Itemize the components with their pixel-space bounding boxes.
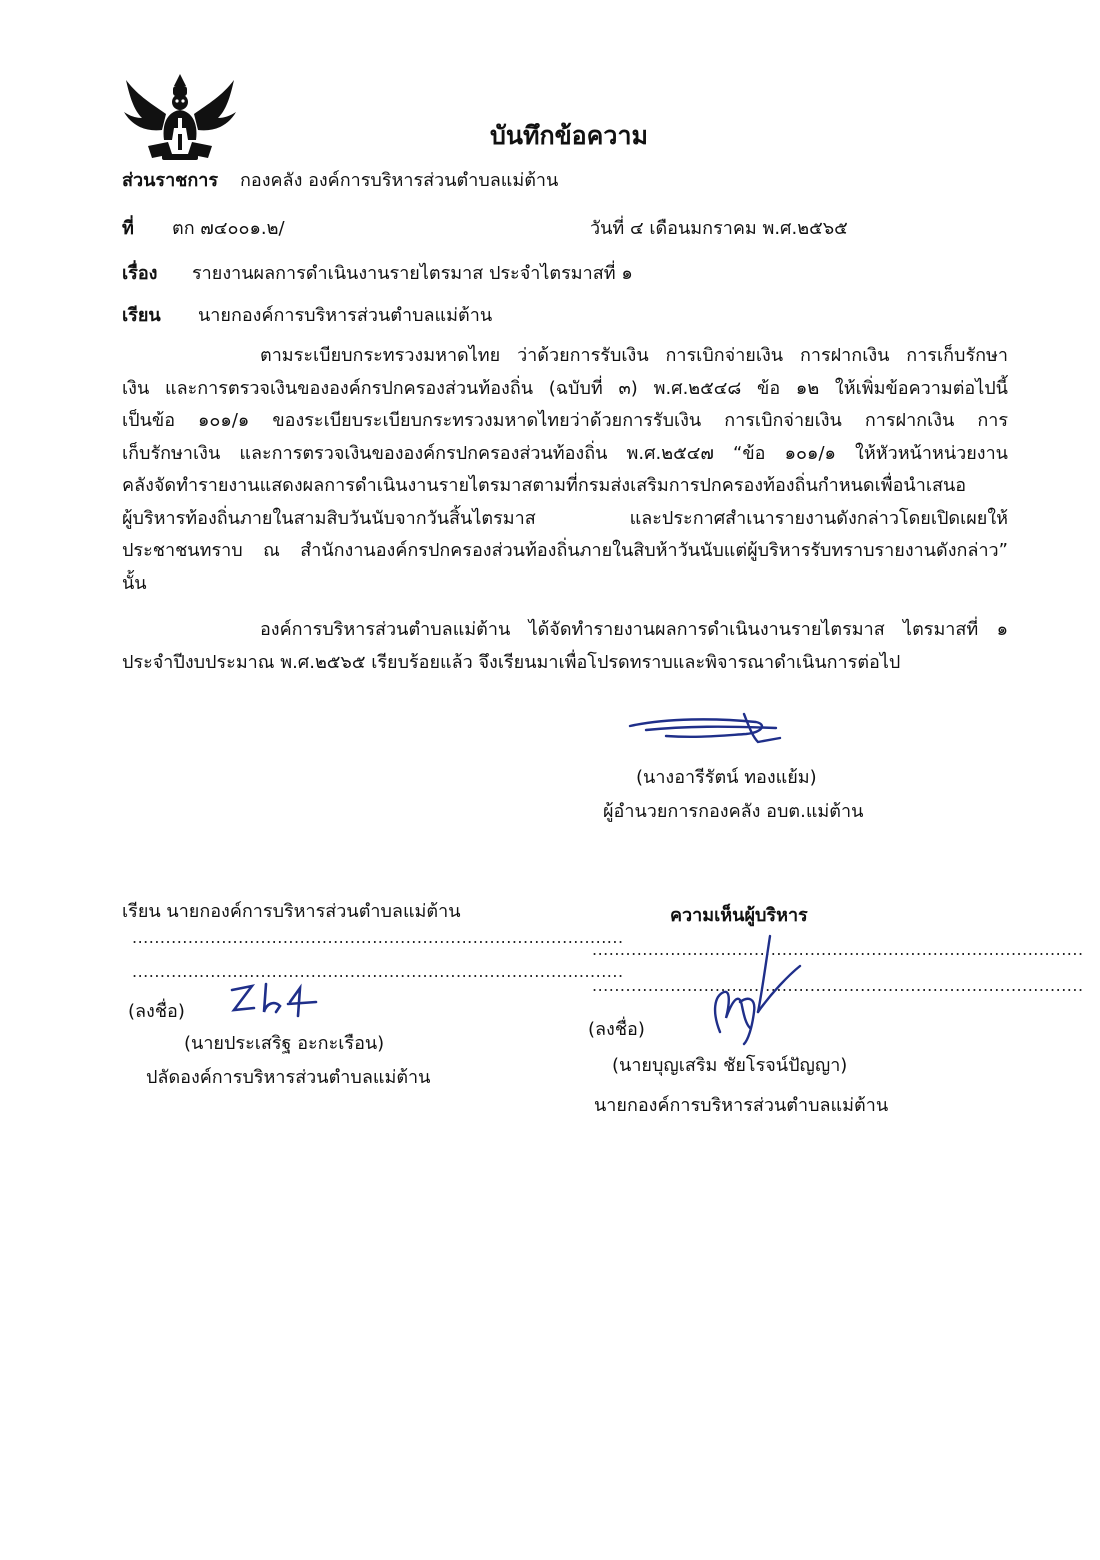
- paragraph-line: คลังจัดทำรายงานแสดงผลการดำเนินงานรายไตรมาสตามที่กรมส่งเสริมการปกครองท้องถิ่นกำหนดเพื่อนำเสนอ: [122, 475, 967, 496]
- left-dotted-line-2: ........................................................................................: [132, 962, 624, 981]
- left-block-recipient: เรียน นายกองค์การบริหารส่วนตำบลแม่ต้าน: [122, 901, 461, 922]
- paragraph-line: เงิน และการตรวจเงินขององค์กรปกครองส่วนท้องถิ่น (ฉบับที่ ๓) พ.ศ.๒๕๔๘ ข้อ ๑๒ ให้เพิ่มข้อความต่อไปนี้: [122, 377, 1008, 399]
- reference-number-value: ตก ๗๔๐๐๑.๒/: [172, 218, 285, 239]
- paragraph-line: ตามระเบียบกระทรวงมหาดไทย ว่าด้วยการรับเงิน การเบิกจ่ายเงิน การฝากเงิน การเก็บรักษา: [260, 345, 1008, 366]
- document-title: บันทึกข้อความ: [490, 121, 648, 150]
- recipient-label: เรียน: [122, 305, 161, 326]
- director-signature: [626, 708, 786, 752]
- executive-opinion-heading: ความเห็นผู้บริหาร: [670, 905, 808, 926]
- reference-number-label: ที่: [122, 218, 134, 239]
- right-dotted-line-2: ........................................................................................: [592, 976, 1084, 995]
- deputy-position: ปลัดองค์การบริหารส่วนตำบลแม่ต้าน: [146, 1067, 431, 1088]
- mayor-position: นายกองค์การบริหารส่วนตำบลแม่ต้าน: [594, 1095, 889, 1116]
- body-paragraph-1: [122, 340, 1008, 600]
- subject-value: รายงานผลการดำเนินงานรายไตรมาส ประจำไตรมาสที่ ๑: [192, 263, 633, 284]
- garuda-emblem-icon: [122, 70, 238, 164]
- subject-label: เรื่อง: [122, 263, 158, 284]
- mayor-name: (นายบุญเสริม ชัยโรจน์ปัญญา): [612, 1055, 848, 1076]
- director-name: (นางอารีรัตน์ ทองแย้ม): [636, 767, 817, 788]
- right-dotted-line-1: ........................................................................................: [592, 940, 1084, 959]
- deputy-signature: [226, 980, 326, 1022]
- paragraph-line: เป็นข้อ ๑๐๑/๑ ของระเบียบระเบียบกระทรวงมหาดไทยว่าด้วยการรับเงิน การเบิกจ่ายเงิน การฝากเงิน การ: [122, 410, 1008, 431]
- paragraph-line: ผู้บริหารท้องถิ่นภายในสามสิบวันนับจากวันสิ้นไตรมาส และประกาศสำเนารายงานดังกล่าวโดยเปิดเผยให้: [122, 507, 1008, 529]
- left-dotted-line-1: ........................................................................................: [132, 928, 624, 947]
- department-label: ส่วนราชการ: [122, 170, 219, 191]
- paragraph-line: ประชาชนทราบ ณ สำนักงานองค์กรปกครองส่วนท้องถิ่นภายในสิบห้าวันนับแต่ผู้บริหารรับทราบรายงานดังกล่าว”: [122, 540, 1008, 561]
- department-value: กองคลัง องค์การบริหารส่วนตำบลแม่ต้าน: [240, 170, 559, 191]
- director-position: ผู้อำนวยการกองคลัง อบต.แม่ต้าน: [603, 801, 864, 822]
- paragraph-line: องค์การบริหารส่วนตำบลแม่ต้าน ได้จัดทำรายงานผลการดำเนินงานรายไตรมาส ไตรมาสที่ ๑: [260, 619, 1008, 640]
- recipient-value: นายกองค์การบริหารส่วนตำบลแม่ต้าน: [198, 305, 493, 326]
- paragraph-line: นั้น: [122, 572, 147, 594]
- paragraph-line: เก็บรักษาเงิน และการตรวจเงินขององค์กรปกครองส่วนท้องถิ่น พ.ศ.๒๕๔๗ “ข้อ ๑๐๑/๑ ให้หัวหน้าหน่วยงาน: [122, 442, 1008, 464]
- right-sign-label: (ลงชื่อ): [588, 1019, 645, 1040]
- document-date: วันที่ ๔ เดือนมกราคม พ.ศ.๒๕๖๕: [590, 218, 848, 239]
- body-paragraph-2: [122, 614, 1008, 679]
- deputy-name: (นายประเสริฐ อะกะเรือน): [184, 1033, 385, 1054]
- mayor-signature: [700, 932, 810, 1056]
- paragraph-line: ประจำปีงบประมาณ พ.ศ.๒๕๖๕ เรียบร้อยแล้ว จึงเรียนมาเพื่อโปรดทราบและพิจารณาดำเนินการต่อไป: [122, 651, 901, 673]
- left-sign-label: (ลงชื่อ): [128, 1001, 185, 1022]
